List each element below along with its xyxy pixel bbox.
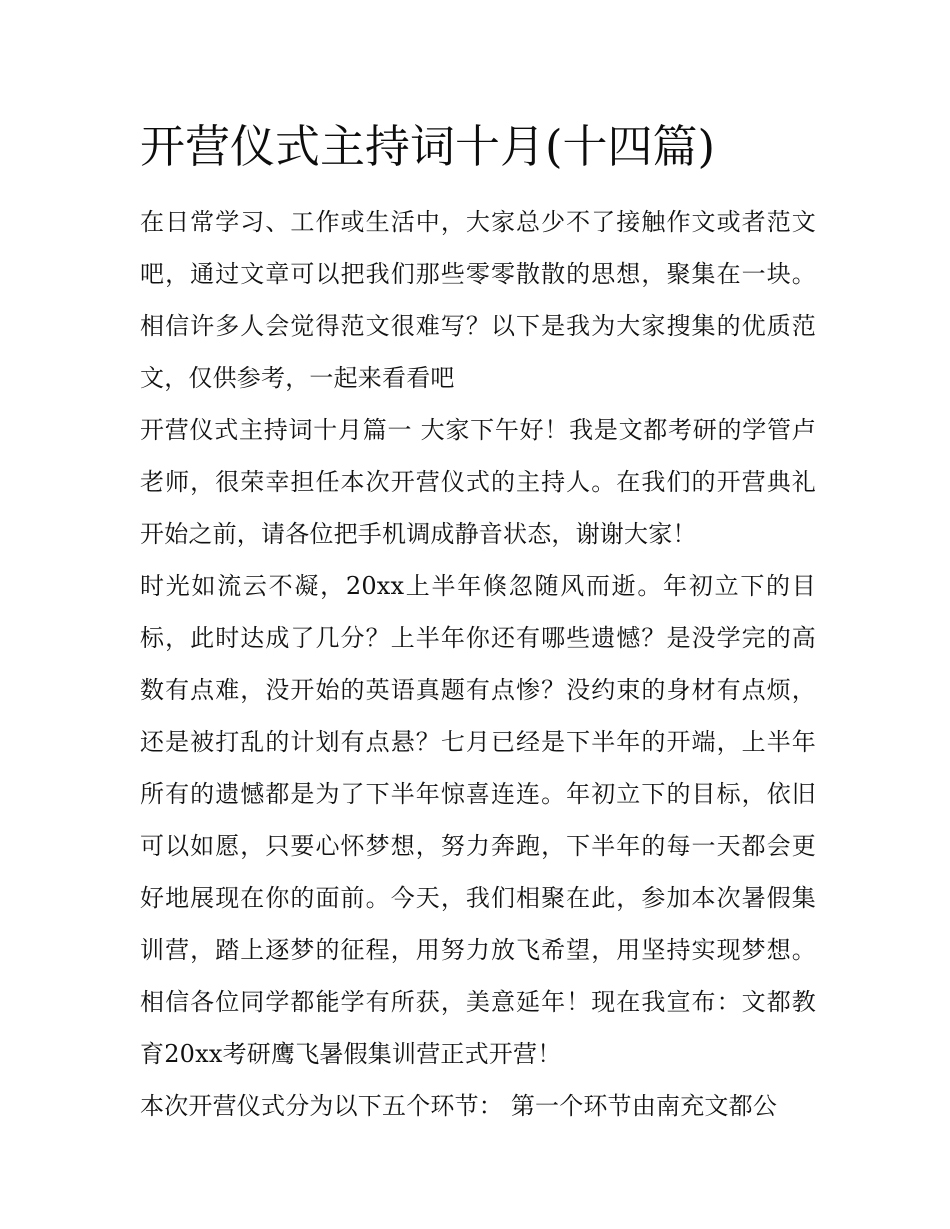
paragraph-intro: 在日常学习、工作或生活中，大家总少不了接触作文或者范文吧，通过文章可以把我们那些零零散散的思想，聚集在一块。相信许多人会觉得范文很难写？以下是我为大家搜集的优质范文，仅供参考，一起来看看吧 [140,208,816,392]
paragraph-main: 时光如流云不凝，20xx上半年倏忽随风而逝。年初立下的目标，此时达成了几分？上半年你还有哪些遗憾？是没学完的高数有点难，没开始的英语真题有点惨？没约束的身材有点烦，还是被打乱的计划有点悬？七月已经是下半年的开端，上半年所有的遗憾都是为了下半年惊喜连连。年初立下的目标，依旧可以如愿，只要心怀梦想，努力奔跑，下半年的每一天都会更好地展现在你的面前。今天，我们相聚在此，参加本次暑假集训营，踏上逐梦的征程，用努力放飞希望，用坚持实现梦想。相信各位同学都能学有所获，美意延年！现在我宣布：文都教育20xx考研鹰飞暑假集训营正式开营！ [140,572,816,1068]
document-title: 开营仪式主持词十月(十四篇) [140,120,716,173]
paragraph-greeting: 开营仪式主持词十月篇一 大家下午好！我是文都考研的学管卢老师，很荣幸担任本次开营仪式的主持人。在我们的开营典礼开始之前，请各位把手机调成静音状态，谢谢大家！ [140,416,816,548]
paragraph-agenda: 本次开营仪式分为以下五个环节： 第一个环节由南充文都公 [140,1092,778,1120]
document-body [140,196,816,1132]
